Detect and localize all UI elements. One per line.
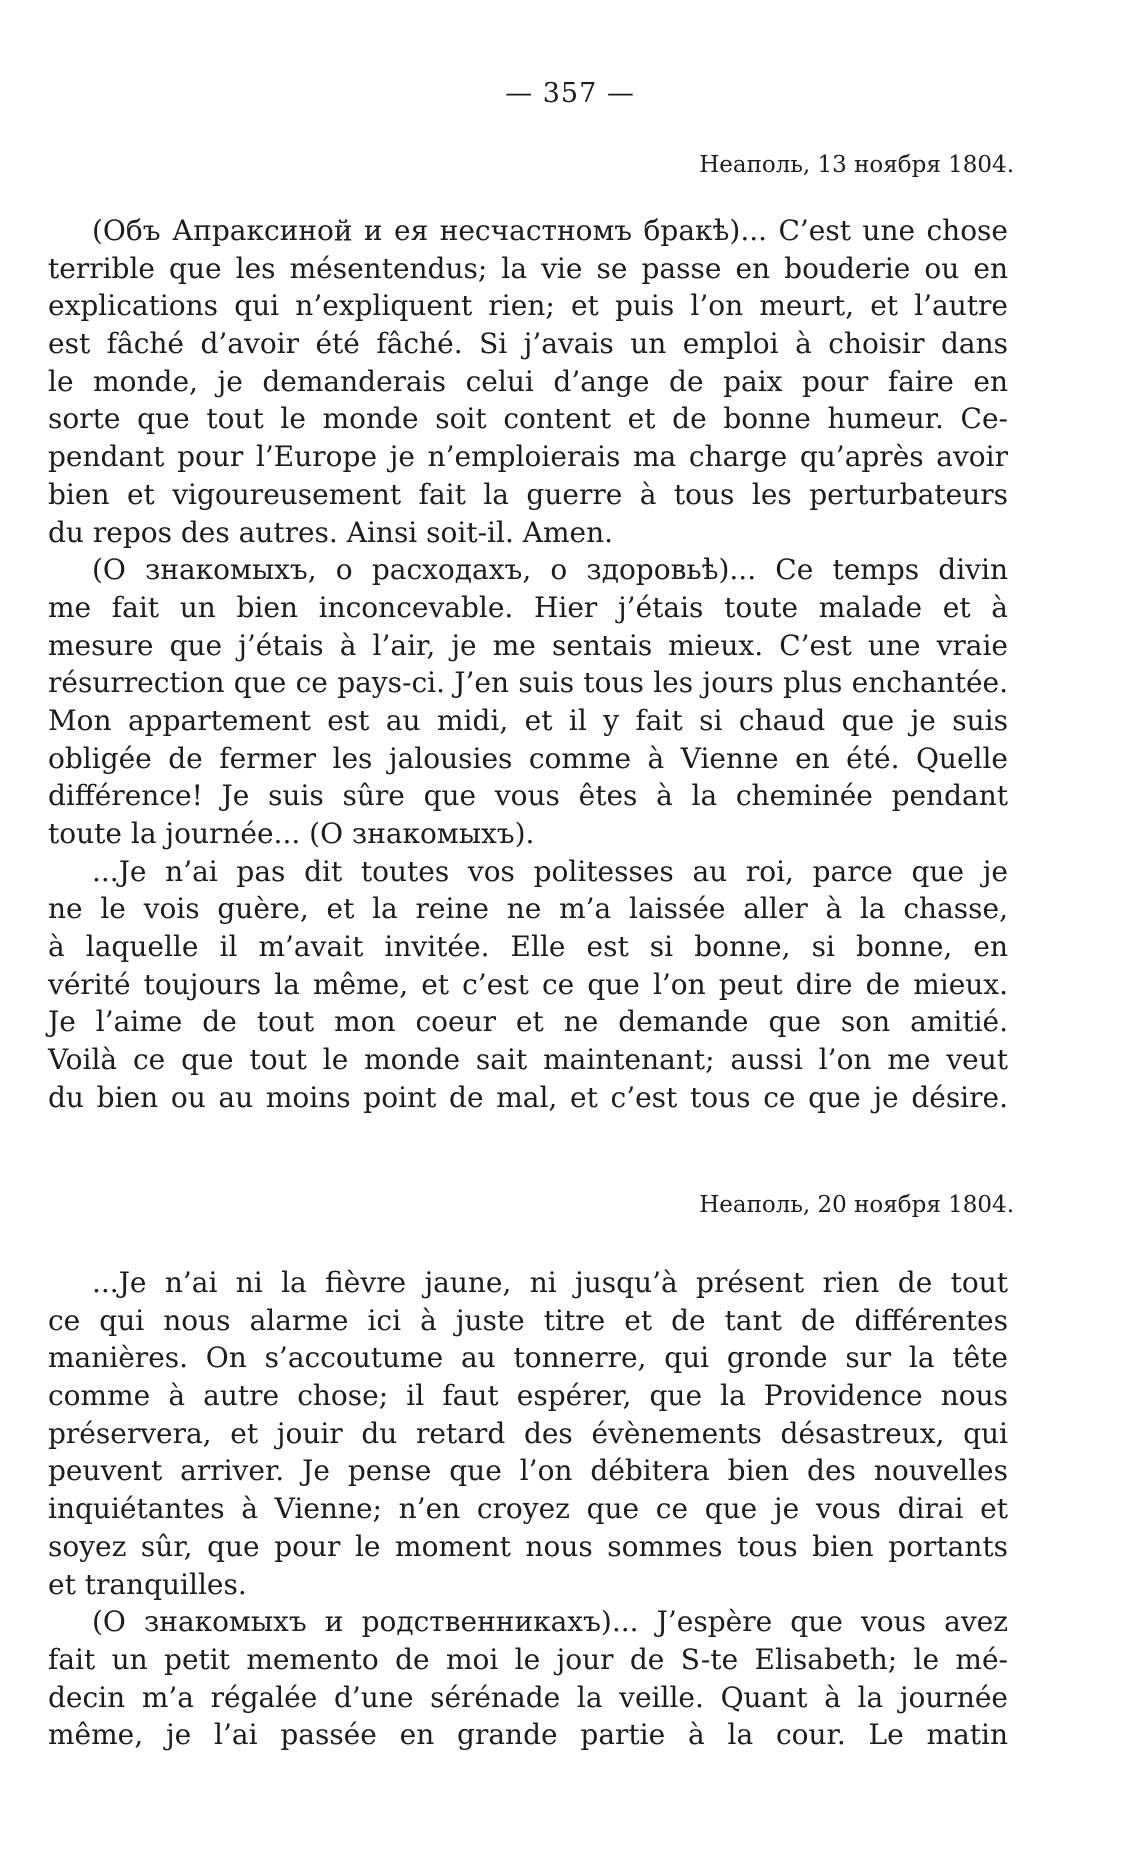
text-line: bien et vigoureusement fait la guerre à tous les perturbateurs [48,477,1008,511]
text-line: pendant pour l’Europe je n’emploierais ma charge qu’après avoir [48,440,1008,474]
text-line: et tranquilles. [48,1567,247,1601]
text-line: terrible que les mésentendus; la vie se passe en bouderie ou en [48,251,1008,285]
text-line: Je l’aime de tout mon coeur et ne demande que son amitié. [48,1005,1008,1039]
text-line: est fâché d’avoir été fâché. Si j’avais un emploi à choisir dans [48,327,1008,361]
text-line: ce qui nous alarme ici à juste titre et de tant de différentes [48,1303,1008,1337]
text-line: Mon appartement est au midi, et il y fait si chaud que je suis [48,703,1008,737]
text-line: ...Je n’ai ni la fièvre jaune, ni jusqu’à présent rien de tout [92,1266,1008,1299]
text-line: Voilà ce que tout le monde sait maintenant; aussi l’on me veut [48,1043,1008,1077]
text-line: inquiétantes à Vienne; n’en croyez que ce que je vous dirai et [48,1492,1008,1526]
text-line: ...Je n’ai pas dit toutes vos politesses au roi, parce que je [92,854,1008,888]
text-line: me fait un bien inconcevable. Hier j’étais toute malade et à [48,590,1008,624]
letter-1-body [48,212,1008,1117]
text-line: soyez sûr, que pour le moment nous sommes tous bien portants [48,1529,1008,1563]
letter-1-dateline: Неаполь, 13 ноября 1804. [699,152,1014,178]
text-line: toute la journée... (О знакомыхъ). [48,817,535,850]
text-line: préservera, et jouir du retard des évènements désastreux, qui [48,1416,1008,1450]
text-line: comme à autre chose; il faut espérer, que la Providence nous [48,1379,1008,1413]
text-line: même, je l’ai passée en grande partie à la cour. Le matin [48,1718,1008,1752]
text-line: à laquelle il m’avait invitée. Elle est si bonne, si bonne, en [48,930,1008,964]
text-line: différence! Je suis sûre que vous êtes à la cheminée pendant [48,779,1008,813]
text-line: sorte que tout le monde soit content et de bonne humeur. Ce- [48,402,1008,436]
text-line: mesure que j’étais à l’air, je me sentais mieux. C’est une vraie [48,628,1008,662]
text-line: (Объ Апраксиной и ея несчастномъ бракѣ)... C’est une chose [92,214,1008,247]
text-line: decin m’a régalée d’une sérénade la veille. Quant à la journée [48,1680,1008,1714]
text-line: vérité toujours la même, et c’est ce que l’on peut dire de mieux. [48,967,1008,1001]
text-line: manières. On s’accoutume au tonnerre, qui gronde sur la tête [48,1341,1008,1375]
letter-2-dateline: Неаполь, 20 ноября 1804. [699,1192,1014,1218]
text-line: obligée de fermer les jalousies comme à Vienne en été. Quelle [48,741,1008,775]
text-line: résurrection que ce pays-ci. J’en suis tous les jours plus enchantée. [48,666,1008,700]
text-line: le monde, je demanderais celui d’ange de paix pour faire en [48,364,1008,398]
text-line: (О знакомыхъ, о расходахъ, о здоровьѣ)... Ce temps divin [92,553,1008,587]
text-line: peuvent arriver. Je pense que l’on débitera bien des nouvelles [48,1454,1008,1488]
text-line: (О знакомыхъ и родственникахъ)... J’espère que vous avez [92,1605,1008,1639]
text-line: du repos des autres. Ainsi soit-il. Amen. [48,515,614,549]
text-line: ne le vois guère, et la reine ne m’a laissée aller à la chasse, [48,892,1008,926]
text-line: explications qui n’expliquent rien; et puis l’on meurt, et l’autre [48,289,1008,323]
page-number: — 357 — [505,78,635,109]
text-line: du bien ou au moins point de mal, et c’est tous ce que je désire. [48,1080,1008,1114]
letter-2-body [48,1264,1008,1754]
text-line: fait un petit memento de moi le jour de S-te Elisabeth; le mé- [48,1642,1008,1676]
